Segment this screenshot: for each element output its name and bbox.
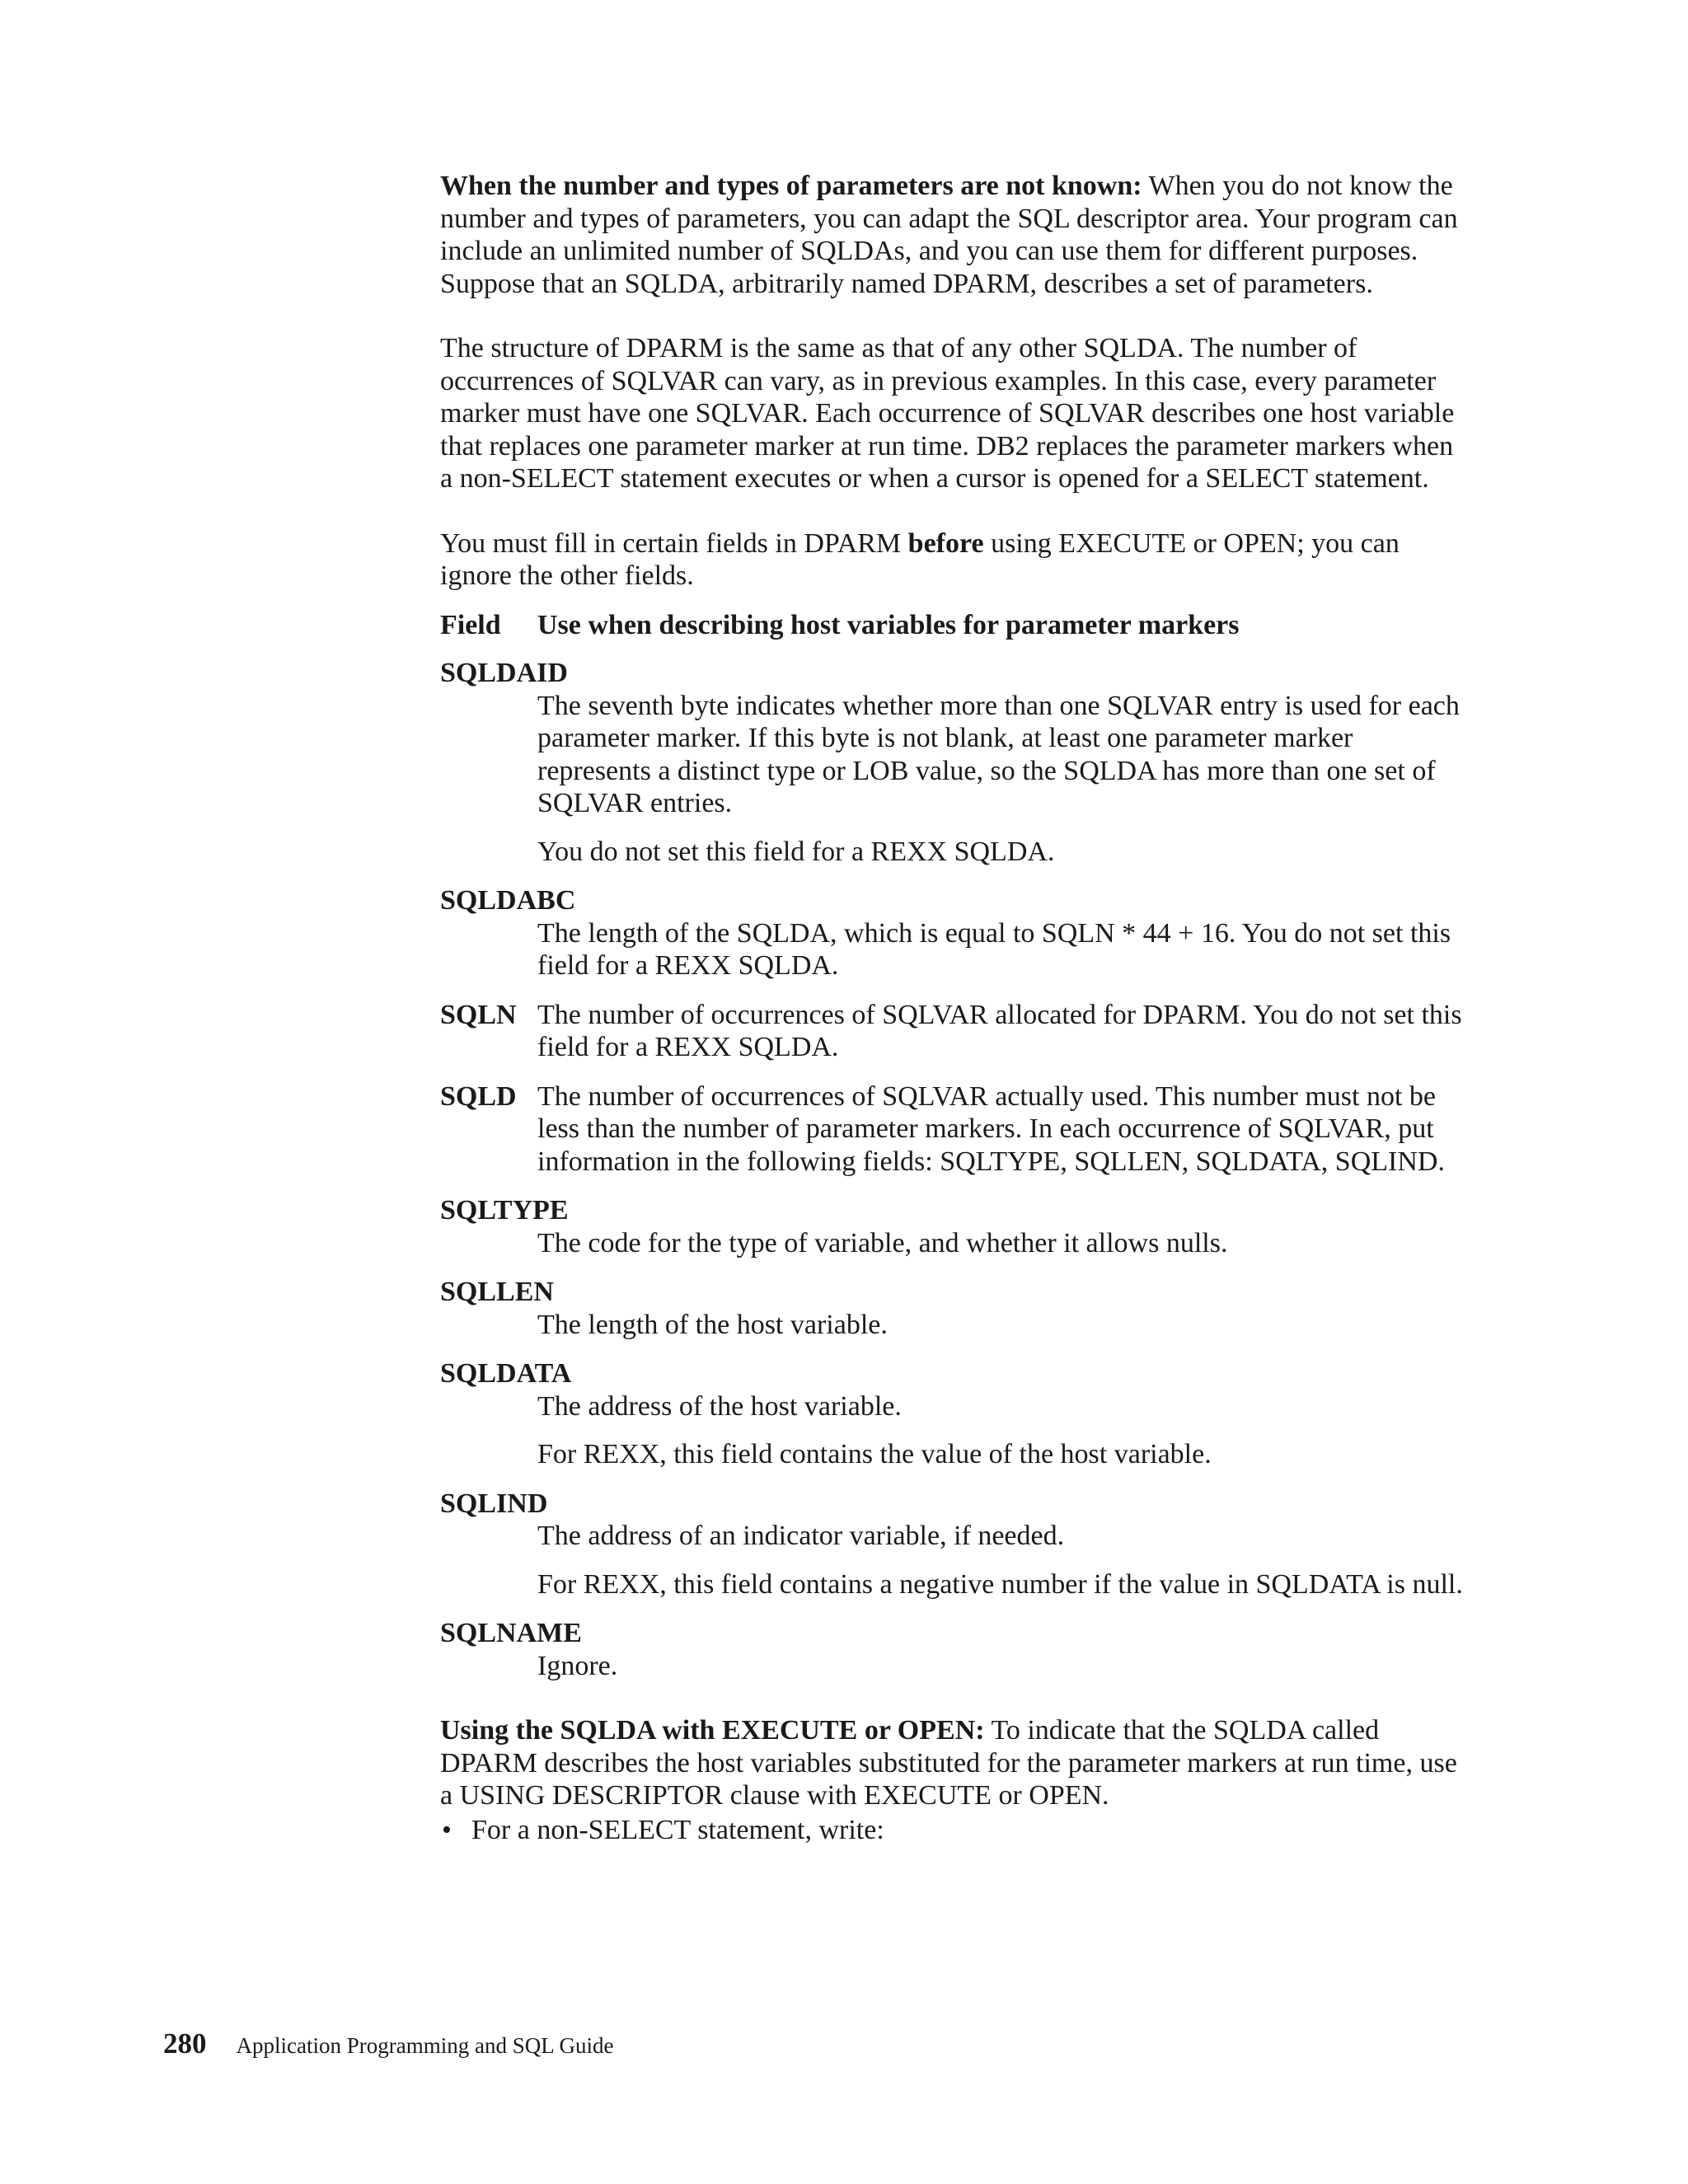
bullet-item [440, 1814, 1470, 1847]
field-entry-sqlind [440, 1488, 1470, 1601]
field-description [537, 1080, 1470, 1179]
unknown-params-paragraph [440, 170, 1470, 300]
field-term: SQLNAME [440, 1618, 582, 1648]
field-description [537, 999, 1470, 1064]
using-sqlda-text: To indicate that the SQLDA called DPARM describes the host variables substituted for the parameter markers at run time, use a USING DESCRIPTOR clause with EXECUTE or OPEN. [440, 1715, 1457, 1811]
field-entry-sqldaid [440, 657, 1470, 868]
field-description-text: The address of an indicator variable, if needed. [537, 1521, 1065, 1551]
field-description [537, 1309, 1470, 1342]
page-footer [163, 2027, 613, 2060]
structure-paragraph: The structure of DPARM is the same as that of any other SQLDA. The number of occurrences of SQLVAR can vary, as in previous examples. In this case, every parameter marker must have one SQLVAR. Each occurrence of SQLVAR describes one host variable that replaces one parameter marker at run time. DB2 replaces the parameter markers when a non-SELECT statement executes or when a cursor is opened for a SELECT statement. [440, 333, 1455, 494]
field-description [537, 1227, 1470, 1260]
field-description-text: The seventh byte indicates whether more than one SQLVAR entry is used for each parameter marker. If this byte is not blank, at least one parameter marker represents a distinct type or LOB value, so the SQLDA has more than one set of SQLVAR entries. [537, 690, 1460, 818]
field-description-text: The length of the SQLDA, which is equal to SQLN * 44 + 16. You do not set this field for a REXX SQLDA. [537, 917, 1451, 981]
unknown-params-text: When you do not know the number and types of parameters, you can adapt the SQL descriptor area. Your program can include an unlimited number of SQLDAs, and you can use them for different purposes. Suppose that an SQLDA, arbitrarily named DPARM, describes a set of parameters. [440, 171, 1458, 299]
field-description [537, 1650, 1470, 1683]
field-description-note: You do not set this field for a REXX SQLDA. [537, 836, 1055, 867]
field-entry-sqlname [440, 1617, 1470, 1682]
field-term: SQLTYPE [440, 1195, 569, 1226]
field-description-text: The number of occurrences of SQLVAR actually used. This number must not be less than the number of parameter markers. In each occurrence of SQLVAR, put information in the following fields: SQLTYPE, SQLLEN, SQLDATA, SQLIND. [537, 1080, 1445, 1177]
using-sqlda-lead: Using the SQLDA with EXECUTE or OPEN: [440, 1715, 985, 1746]
field-description-note: For REXX, this field contains the value of the host variable. [537, 1439, 1212, 1469]
bullet-text: For a non-SELECT statement, write: [471, 1814, 884, 1845]
field-term: SQLD [440, 1080, 517, 1112]
field-description-text: Ignore. [537, 1650, 618, 1681]
field-term: SQLLEN [440, 1277, 554, 1307]
bullet-marker: • [442, 1814, 452, 1845]
field-term: SQLDAID [440, 658, 568, 688]
field-description-text: The code for the type of variable, and whether it allows nulls. [537, 1227, 1228, 1258]
field-entry-sqltype [440, 1194, 1470, 1259]
book-title: Application Programming and SQL Guide [236, 2033, 614, 2058]
field-entry-sqln [440, 999, 1470, 1064]
field-term: SQLN [440, 999, 517, 1030]
field-description-text: The length of the host variable. [537, 1309, 888, 1340]
field-description-text: The address of the host variable. [537, 1390, 902, 1422]
fill-text-post: using EXECUTE or OPEN; you can ignore the other fields. [440, 527, 1400, 591]
page-content [440, 170, 1470, 1846]
fill-text-pre: You must fill in certain fields in DPARM [440, 527, 908, 559]
field-description-note: For REXX, this field contains a negative number if the value in SQLDATA is null. [537, 1568, 1463, 1600]
field-term: SQLDABC [440, 885, 576, 916]
field-entry-sqldabc [440, 884, 1470, 982]
field-table-header [440, 609, 1470, 642]
fill-text-bold: before [907, 527, 984, 559]
field-description [537, 917, 1470, 982]
field-entry-sqllen [440, 1276, 1470, 1341]
page-number: 280 [163, 2027, 207, 2060]
field-entry-sqldata [440, 1357, 1470, 1471]
fill-fields-paragraph [440, 527, 1470, 593]
field-header-col2: Use when describing host variables for parameter markers [537, 609, 1240, 640]
field-description [537, 690, 1470, 869]
field-term: SQLDATA [440, 1358, 572, 1389]
unknown-params-lead: When the number and types of parameters are not known: [440, 171, 1142, 201]
field-description-text: The number of occurrences of SQLVAR allocated for DPARM. You do not set this field for a REXX SQLDA. [537, 999, 1462, 1062]
field-description [537, 1390, 1470, 1471]
field-description [537, 1520, 1470, 1601]
field-entry-sqld [440, 1080, 1470, 1179]
field-term: SQLIND [440, 1488, 548, 1519]
using-sqlda-paragraph [440, 1714, 1470, 1812]
field-header-col1: Field [440, 609, 501, 640]
